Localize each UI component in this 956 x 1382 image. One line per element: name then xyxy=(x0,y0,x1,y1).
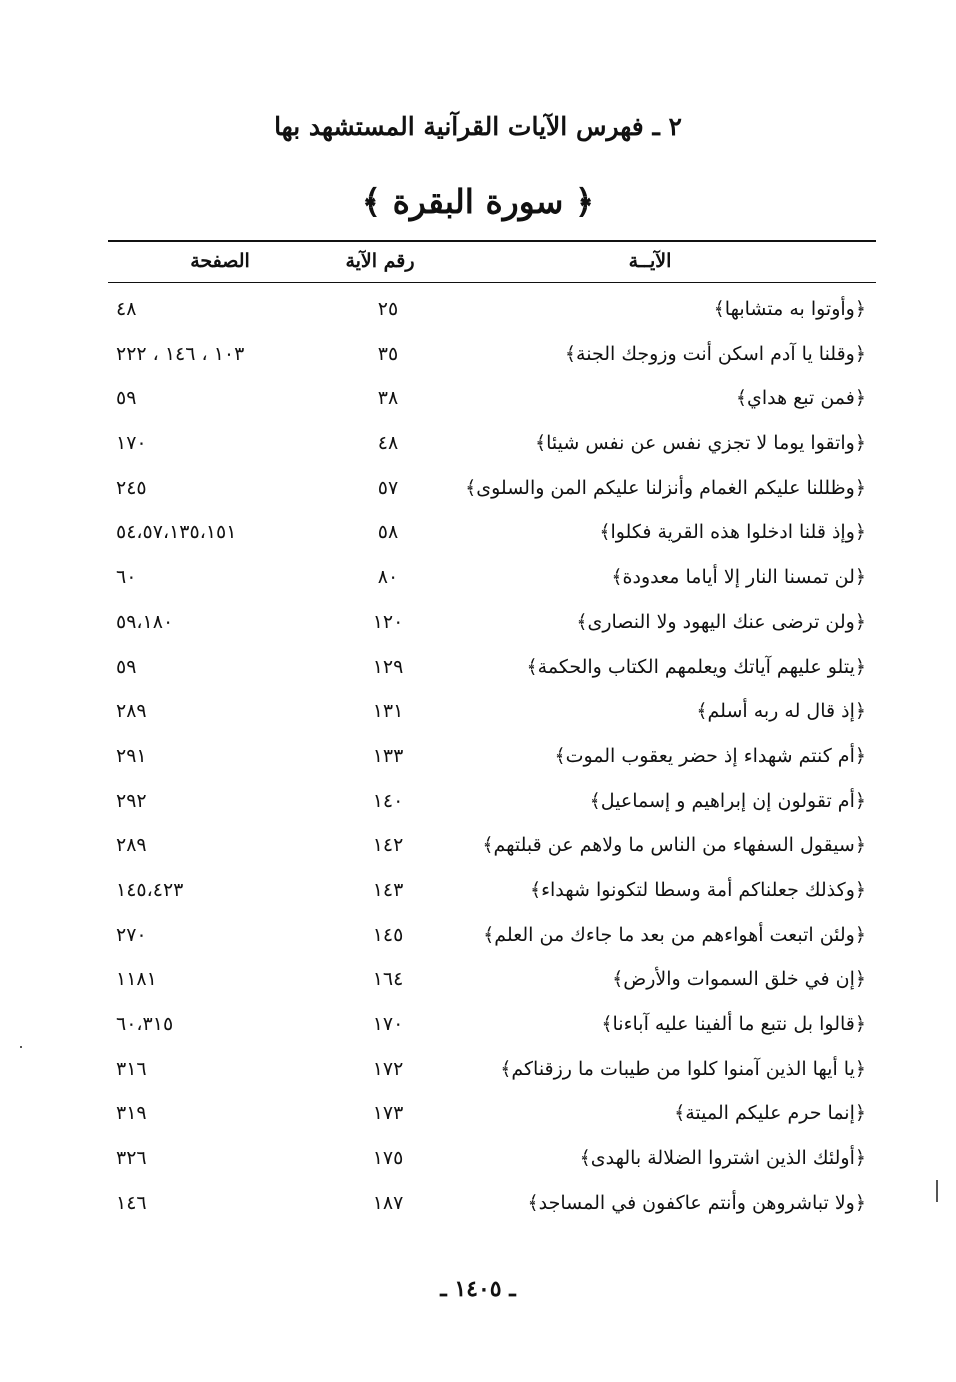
verse-index-table xyxy=(108,288,876,1226)
table-row xyxy=(108,958,876,1003)
page-references: ٦٠ xyxy=(116,566,137,589)
column-header-verse-number: رقم الآية xyxy=(345,250,415,272)
verse-text: ﴿لن تمسنا النار إلا أياما معدودة﴾ xyxy=(611,566,866,589)
verse-number: ١٤٢ xyxy=(372,834,404,857)
verse-number: ١٧٣ xyxy=(372,1102,404,1125)
verse-number: ١٧٢ xyxy=(372,1057,404,1080)
table-row xyxy=(108,690,876,735)
page-number: ـ ١٤٠٥ ـ xyxy=(440,1276,516,1302)
column-header-verse: الآيــة xyxy=(628,250,672,272)
table-row xyxy=(108,646,876,691)
page-references: ٢٩١ xyxy=(116,744,147,767)
page-references: ١٤٥،٤٢٣ xyxy=(116,878,184,901)
page-references: ١٠٣ ، ١٤٦ ، ٢٢٢ xyxy=(116,342,245,365)
verse-text: ﴿إذ قال له ربه أسلم﴾ xyxy=(696,700,866,723)
scan-artifact-right-edge xyxy=(936,1180,938,1202)
verse-text: ﴿أم كنتم شهداء إذ حضر يعقوب الموت﴾ xyxy=(554,744,866,767)
table-row xyxy=(108,1137,876,1182)
verse-number: ٥٧ xyxy=(377,476,399,499)
verse-text: ﴿وقلنا يا آدم اسكن أنت وزوجك الجنة﴾ xyxy=(564,342,866,365)
page-references: ٦٠،٣١٥ xyxy=(116,1013,174,1035)
verse-text: ﴿ولا تباشروهن وأنتم عاكفون في المساجد﴾ xyxy=(527,1191,866,1214)
verse-number: ١٢٠ xyxy=(372,610,404,633)
table-row xyxy=(108,780,876,825)
verse-text: ﴿فمن تبع هداي﴾ xyxy=(735,387,866,410)
verse-number: ٣٨ xyxy=(377,387,399,410)
table-row xyxy=(108,735,876,780)
table-row xyxy=(108,333,876,378)
verse-number: ٨٠ xyxy=(377,566,399,589)
section-title: ٢ ـ فهرس الآيات القرآنية المستشهد بها xyxy=(274,112,682,141)
page-references: ١١٨١ xyxy=(116,968,157,991)
page-references: ٥٩،١٨٠ xyxy=(116,610,174,633)
verse-number: ١٧٥ xyxy=(372,1147,404,1170)
verse-number: ١٧٠ xyxy=(372,1013,404,1035)
page-references: ٢٧٠ xyxy=(116,923,147,946)
table-top-rule xyxy=(108,240,876,242)
header-divider xyxy=(108,282,876,283)
verse-number: ١٤٣ xyxy=(372,878,404,901)
verse-text: ﴿وكذلك جعلناكم أمة وسطا لتكونوا شهداء﴾ xyxy=(529,878,866,901)
page-references: ١٧٠ xyxy=(116,432,147,455)
table-row xyxy=(108,601,876,646)
table-row xyxy=(108,1003,876,1048)
page-references: ٥٩ xyxy=(116,387,137,410)
table-row xyxy=(108,824,876,869)
verse-text: ﴿ولئن اتبعت أهواءهم من بعد ما جاءك من العلم﴾ xyxy=(483,923,866,946)
verse-number: ١٢٩ xyxy=(372,655,404,678)
verse-number: ١٣١ xyxy=(372,700,404,723)
surah-title: ﴿ سورة البقرة ﴾ xyxy=(361,182,595,221)
page-references: ٣١٦ xyxy=(116,1057,147,1080)
table-row xyxy=(108,422,876,467)
verse-text: ﴿أم تقولون إن إبراهيم و إسماعيل﴾ xyxy=(589,789,866,812)
verse-number: ٤٨ xyxy=(377,432,399,455)
page-references: ٣٢٦ xyxy=(116,1147,147,1170)
verse-number: ٣٥ xyxy=(377,342,399,365)
verse-text: ﴿وأوتوا به متشابها﴾ xyxy=(713,298,866,320)
table-row xyxy=(108,377,876,422)
page-references: ٣١٩ xyxy=(116,1102,147,1125)
table-row xyxy=(108,467,876,512)
page-references: ٢٩٢ xyxy=(116,789,147,812)
verse-number: ٥٨ xyxy=(377,521,399,544)
verse-text: ﴿أولئك الذين اشتروا الضلالة بالهدى﴾ xyxy=(579,1147,866,1170)
table-row xyxy=(108,511,876,556)
page-references: ٥٤،٥٧،١٣٥،١٥١ xyxy=(116,521,237,544)
verse-text: ﴿ولن ترضى عنك اليهود ولا النصارى﴾ xyxy=(576,610,866,633)
verse-number: ١٣٣ xyxy=(372,744,404,767)
verse-number: ١٦٤ xyxy=(372,968,404,991)
verse-text: ﴿يا أيها الذين آمنوا كلوا من طيبات ما رزقناكم﴾ xyxy=(500,1057,866,1080)
verse-text: ﴿واتقوا يوما لا تجزي نفس عن نفس شيئا﴾ xyxy=(534,432,866,455)
verse-text: ﴿إن في خلق السموات والأرض﴾ xyxy=(612,968,866,991)
page-references: ١٤٦ xyxy=(116,1191,147,1214)
page-references: ٢٨٩ xyxy=(116,700,147,723)
verse-number: ١٨٧ xyxy=(372,1191,404,1214)
verse-text: ﴿قالوا بل نتبع ما ألفينا عليه آباءنا﴾ xyxy=(601,1013,866,1035)
table-row xyxy=(108,1182,876,1227)
verse-number: ٢٥ xyxy=(377,298,399,320)
column-header-page: الصفحة xyxy=(190,250,250,272)
page-references: ٤٨ xyxy=(116,298,137,320)
table-row xyxy=(108,1092,876,1137)
verse-text: ﴿وظللنا عليكم الغمام وأنزلنا عليكم المن والسلوى﴾ xyxy=(465,476,866,499)
verse-text: ﴿يتلو عليهم آياتك ويعلمهم الكتاب والحكمة﴾ xyxy=(526,655,866,678)
verse-number: ١٤٠ xyxy=(372,789,404,812)
table-row xyxy=(108,869,876,914)
table-row xyxy=(108,914,876,959)
verse-text: ﴿وإذ قلنا ادخلوا هذه القرية فكلوا﴾ xyxy=(599,521,866,544)
page-references: ٢٨٩ xyxy=(116,834,147,857)
verse-text: ﴿إنما حرم عليكم الميتة﴾ xyxy=(674,1102,866,1125)
page-references: ٢٤٥ xyxy=(116,476,147,499)
verse-number: ١٤٥ xyxy=(372,923,404,946)
scan-artifact-left-dot xyxy=(20,1046,22,1048)
table-row xyxy=(108,288,876,333)
table-row xyxy=(108,556,876,601)
verse-text: ﴿سيقول السفهاء من الناس ما ولاهم عن قبلتهم﴾ xyxy=(482,834,866,857)
page-references: ٥٩ xyxy=(116,655,137,678)
table-row xyxy=(108,1048,876,1093)
